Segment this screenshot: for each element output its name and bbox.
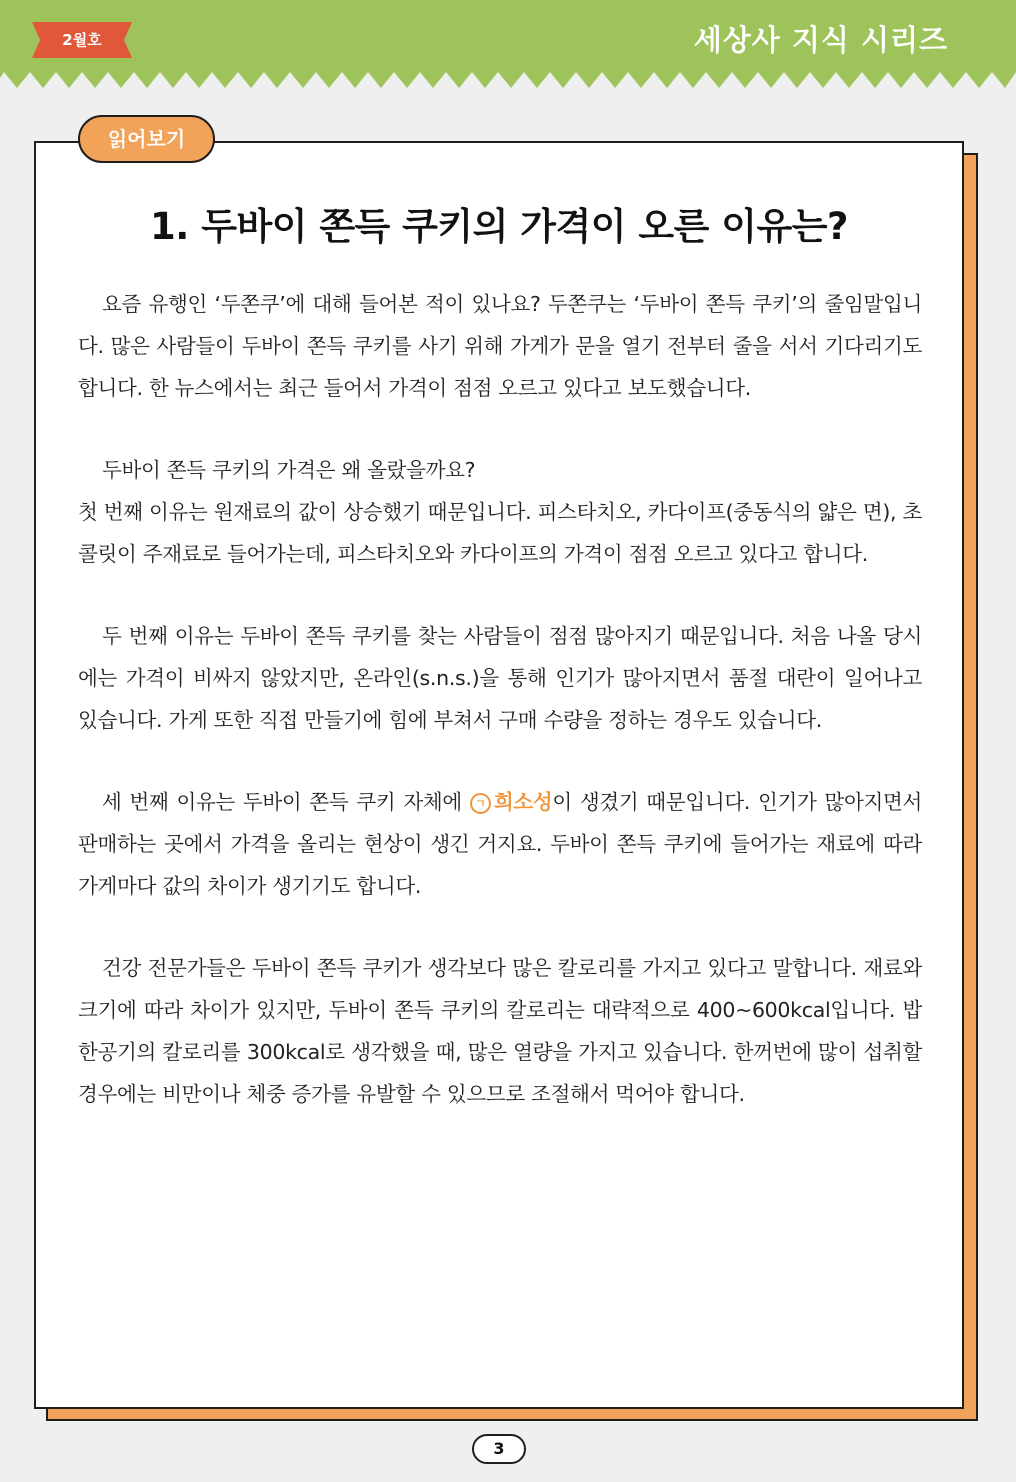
circled-mark-icon: ㄱ xyxy=(470,793,491,814)
issue-label: 2월호 xyxy=(62,31,102,49)
series-title: 세상사 지식 시리즈 xyxy=(693,23,948,57)
paragraph-health: 건강 전문가들은 두바이 쫀득 쿠키가 생각보다 많은 칼로리를 가지고 있다고 말합니다. 재료와 크기에 따라 차이가 있지만, 두바이 쫀득 쿠키의 칼로리는 대략적으로 400~600kcal입니다. 밥 한공기의 칼로리를 300kcal로 생각했을 때, 많은 열량을 가지고 있습니다. 한꺼번에 많이 섭취할 경우에는 비만이나 체중 증가를 유발할 수 있으므로 조절해서 먹어야 합니다. xyxy=(78,956,922,1106)
paragraph-question: 두바이 쫀득 쿠키의 가격은 왜 올랐을까요? xyxy=(102,458,476,482)
reason-3-text-after: 이 생겼기 때문입니다. 인기가 많아지면서 판매하는 곳에서 가격을 올리는 현상이 생긴 거지요. 두바이 쫀득 쿠키에 들어가는 재료에 따라 가게마다 값의 차이가 생기기도 합니다. xyxy=(78,790,923,898)
issue-tag xyxy=(32,22,132,58)
reason-3-text-before: 세 번째 이유는 두바이 쫀득 쿠키 자체에 xyxy=(102,790,470,814)
paragraph-reason-3 xyxy=(78,781,922,907)
paragraph-intro: 요즘 유행인 ‘두쫀쿠’에 대해 들어본 적이 있나요? 두쫀쿠는 ‘두바이 쫀득 쿠키’의 줄임말입니다. 많은 사람들이 두바이 쫀득 쿠키를 사기 위해 가게가 문을 열기 전부터 줄을 서서 기다리기도 합니다. 한 뉴스에서는 최근 들어서 가격이 점점 오르고 있다고 보도했습니다. xyxy=(78,292,922,400)
highlighted-term: 희소성 xyxy=(493,790,553,814)
article-title: 1. 두바이 쫀득 쿠키의 가격이 오른 이유는? xyxy=(150,205,848,248)
section-label-pill: 읽어보기 xyxy=(78,115,215,163)
page-number: 3 xyxy=(472,1434,526,1464)
paragraph-reason-1: 첫 번째 이유는 원재료의 값이 상승했기 때문입니다. 피스타치오, 카다이프(중동식의 얇은 면), 초콜릿이 주재료로 들어가는데, 피스타치오와 카다이프의 가격이 점점 오르고 있다고 합니다. xyxy=(78,500,922,566)
article-body xyxy=(78,283,922,1155)
paragraph-reason-2: 두 번째 이유는 두바이 쫀득 쿠키를 찾는 사람들이 점점 많아지기 때문입니다. 처음 나올 당시에는 가격이 비싸지 않았지만, 온라인(s.n.s.)을 통해 인기가 많아지면서 품절 대란이 일어나고 있습니다. 가게 또한 직접 만들기에 힘에 부쳐서 구매 수량을 정하는 경우도 있습니다. xyxy=(78,624,922,732)
